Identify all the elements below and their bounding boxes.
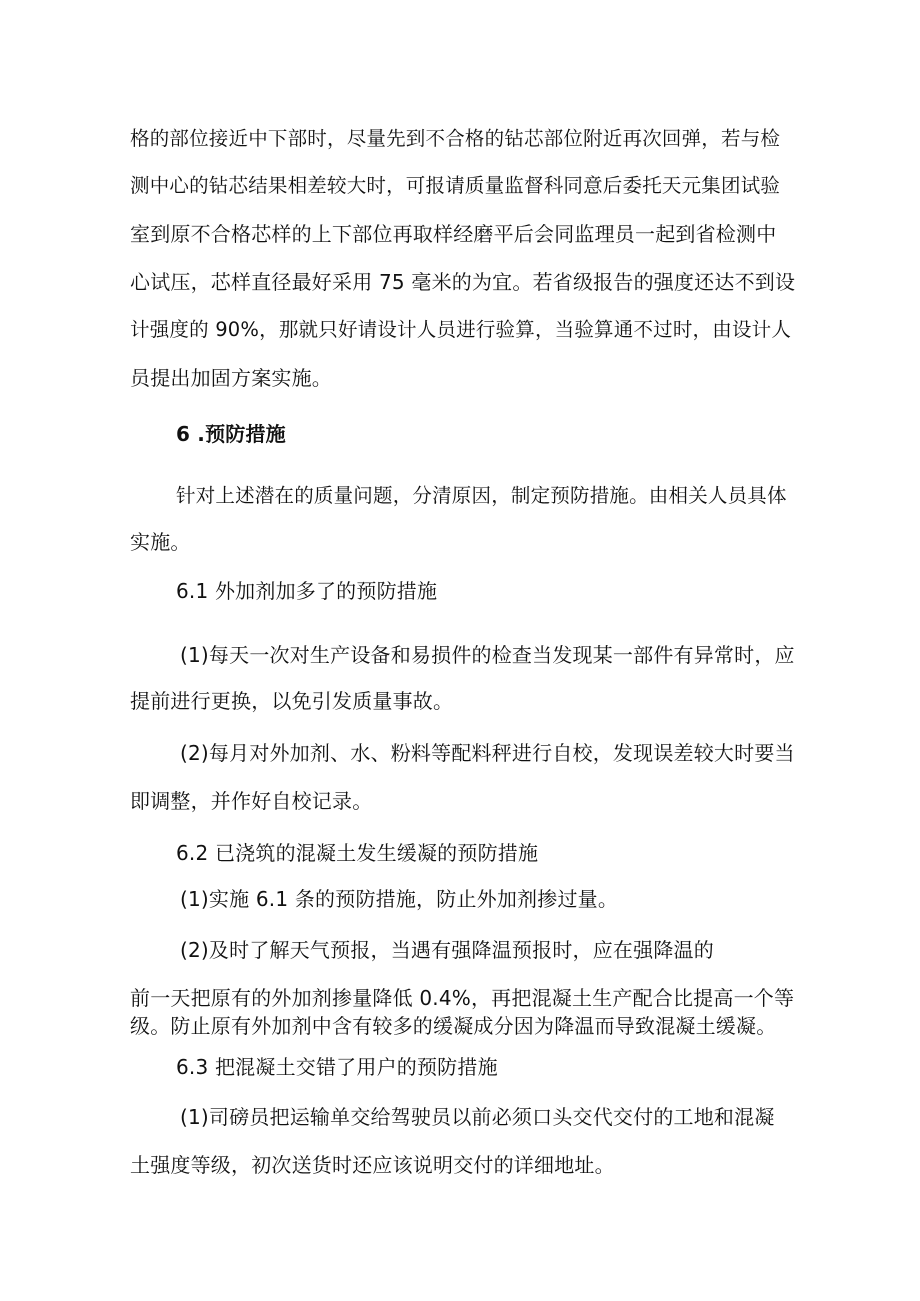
section-heading: 6 .预防措施 — [176, 422, 286, 446]
list-item: (2)及时了解天气预报，当遇有强降温预报时，应在强降温的 — [180, 938, 714, 962]
paragraph-line: 格的部位接近中下部时，尽量先到不合格的钻芯部位附近再次回弹，若与检 — [130, 127, 781, 150]
paragraph-line: 前一天把原有的外加剂掺量降低 0.4%，再把混凝土生产配合比提高一个等 — [130, 986, 795, 1010]
paragraph-line: 即调整，并作好自校记录。 — [130, 789, 373, 813]
paragraph-line: 提前进行更换，以免引发质量事故。 — [130, 689, 454, 713]
paragraph-line: 员提出加固方案实施。 — [130, 366, 332, 390]
paragraph-line: 室到原不合格芯样的上下部位再取样经磨平后会同监理员一起到省检测中 — [130, 222, 777, 246]
list-item: (1)司磅员把运输单交给驾驶员以前必须口头交代交付的工地和混凝 — [180, 1105, 775, 1129]
subsection-heading: 6.1 外加剂加多了的预防措施 — [176, 579, 438, 603]
list-item: (2)每月对外加剂、水、粉料等配料秤进行自校，发现误差较大时要当 — [180, 741, 795, 765]
paragraph-line: 针对上述潜在的质量问题，分清原因，制定预防措施。由相关人员具体 — [176, 484, 787, 507]
list-item: (1)每天一次对生产设备和易损件的检查当发现某一部件有异常时，应 — [180, 643, 795, 667]
paragraph-line: 测中心的钻芯结果相差较大时，可报请质量监督科同意后委托天元集团试验 — [130, 174, 781, 197]
list-item: (1)实施 6.1 条的预防措施，防止外加剂掺过量。 — [180, 887, 619, 911]
subsection-heading: 6.3 把混凝土交错了用户的预防措施 — [176, 1055, 498, 1079]
subsection-heading: 6.2 已浇筑的混凝土发生缓凝的预防措施 — [176, 841, 539, 865]
paragraph-line: 心试压，芯样直径最好采用 75 毫米的为宜。若省级报告的强度还达不到设 — [130, 270, 796, 294]
paragraph-line: 计强度的 90%，那就只好请设计人员进行验算，当验算通不过时，由设计人 — [130, 318, 792, 341]
paragraph-line: 级。防止原有外加剂中含有较多的缓凝成分因为降温而导致混凝土缓凝。 — [130, 1014, 777, 1038]
paragraph-line: 土强度等级，初次送货时还应该说明交付的详细地址。 — [130, 1153, 615, 1177]
paragraph-line: 实施。 — [130, 530, 191, 554]
